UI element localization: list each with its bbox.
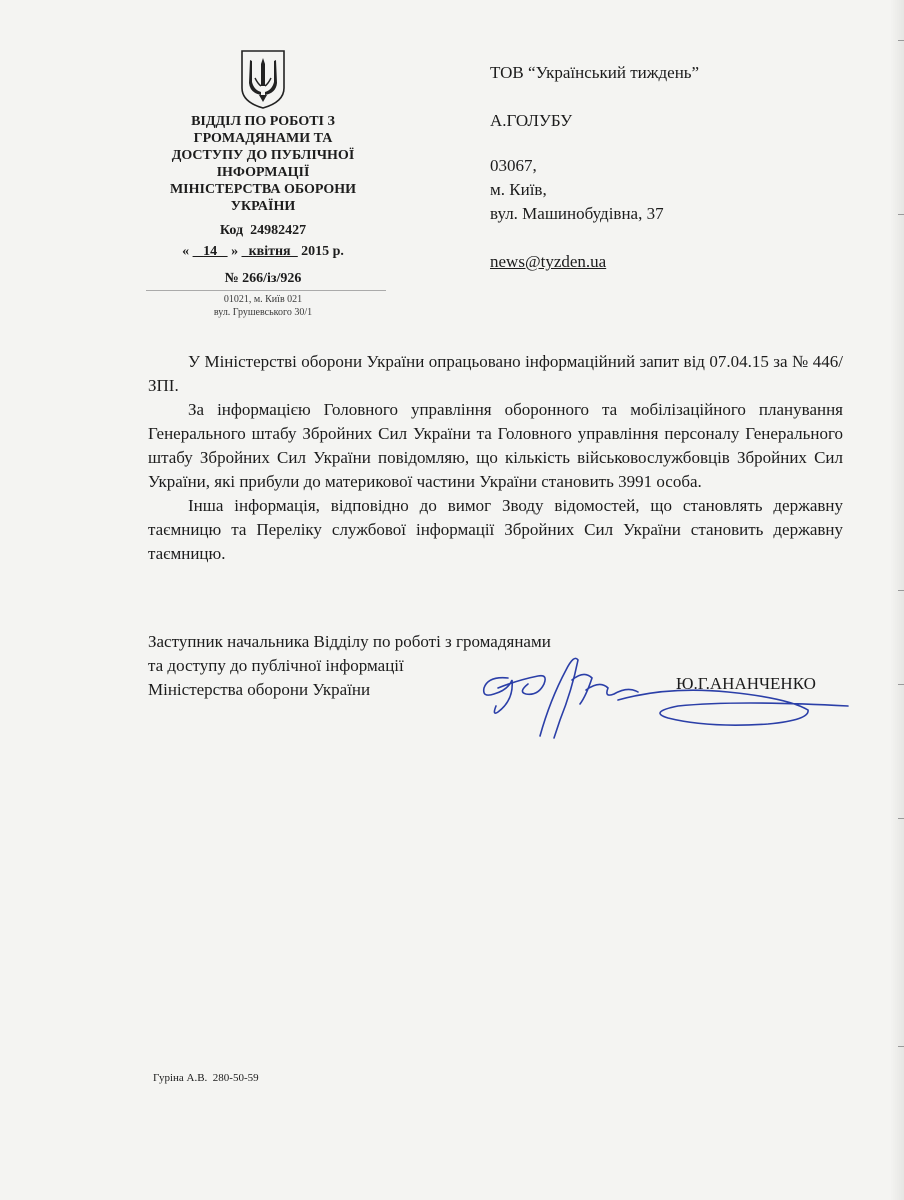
date-month-value: квітня xyxy=(248,244,291,259)
recipient-city: м. Київ, xyxy=(490,180,547,199)
department-line: ГРОМАДЯНАМИ ТА xyxy=(193,131,333,146)
department-line: УКРАЇНИ xyxy=(230,199,296,214)
signatory-title-line: Заступник начальника Відділу по роботі з громадянами xyxy=(148,632,551,651)
date-day-value: 14 xyxy=(203,244,218,259)
scan-tick xyxy=(898,818,904,819)
date-quote-close: » xyxy=(231,244,239,259)
date-quote-open: « xyxy=(182,244,190,259)
letter-body xyxy=(148,350,843,566)
department-line: МІНІСТЕРСТВА ОБОРОНИ xyxy=(169,182,357,197)
date-month: _квітня_ xyxy=(241,244,298,259)
department-line: ІНФОРМАЦІЇ xyxy=(216,165,310,180)
date-year: 2015 р. xyxy=(301,244,344,259)
body-paragraph: За інформацією Головного управління оборонного та мобілізаційного планування Генерального штабу Збройних Сил України та Головного управління персоналу Генерального штабу Збройних Сил України повідомляю, що кількість військовослужбовців Збройних Сил України, які прибули до материкової частини України становить 3991 особа. xyxy=(148,400,843,491)
recipient-person: А.ГОЛУБУ xyxy=(490,111,573,130)
recipient-email: news@tyzden.ua xyxy=(490,252,607,271)
signatory-name: Ю.Г.АНАНЧЕНКО xyxy=(676,674,816,693)
coat-of-arms-icon xyxy=(238,48,288,110)
recipient-org: ТОВ “Український тиждень” xyxy=(490,63,700,82)
outgoing-number: № 266/із/926 xyxy=(224,271,302,286)
signatory-title-line: та доступу до публічної інформації xyxy=(148,656,404,675)
recipient-postcode: 03067, xyxy=(490,156,537,175)
executor-phone: 280-50-59 xyxy=(212,1072,259,1084)
letter-date xyxy=(140,244,386,260)
scan-tick xyxy=(898,590,904,591)
sender-address-line: 01021, м. Київ 021 xyxy=(223,294,303,305)
recipient-street: вул. Машинобудівна, 37 xyxy=(490,204,664,223)
date-day: _14_ xyxy=(192,244,228,259)
scan-tick xyxy=(898,214,904,215)
header-divider xyxy=(146,290,386,291)
department-name xyxy=(140,113,386,215)
body-paragraph: Інша інформація, відповідно до вимог Зводу відомостей, що становлять державну таємницю та Переліку службової інформації Збройних Сил України становить державну таємницю. xyxy=(148,496,843,563)
code-label: Код xyxy=(219,223,244,238)
paper-edge xyxy=(890,0,904,1200)
handwritten-signature xyxy=(468,640,858,750)
scan-tick xyxy=(898,40,904,41)
scan-tick xyxy=(898,1046,904,1047)
sender-address-line: вул. Грушевського 30/1 xyxy=(213,307,313,318)
executor-info xyxy=(153,1072,259,1084)
department-line: ДОСТУПУ ДО ПУБЛІЧНОЇ xyxy=(171,148,355,163)
signatory-title-line: Міністерства оборони України xyxy=(148,680,371,699)
registry-code xyxy=(140,223,386,239)
department-line: ВІДДІЛ ПО РОБОТІ З xyxy=(191,114,335,129)
executor-name: Гуріна А.В. xyxy=(153,1072,208,1084)
scan-tick xyxy=(898,684,904,685)
code-value: 24982427 xyxy=(250,223,307,238)
body-paragraph: У Міністерстві оборони України опрацьовано інформаційний запит від 07.04.15 за № 446/ЗПІ. xyxy=(148,352,843,395)
